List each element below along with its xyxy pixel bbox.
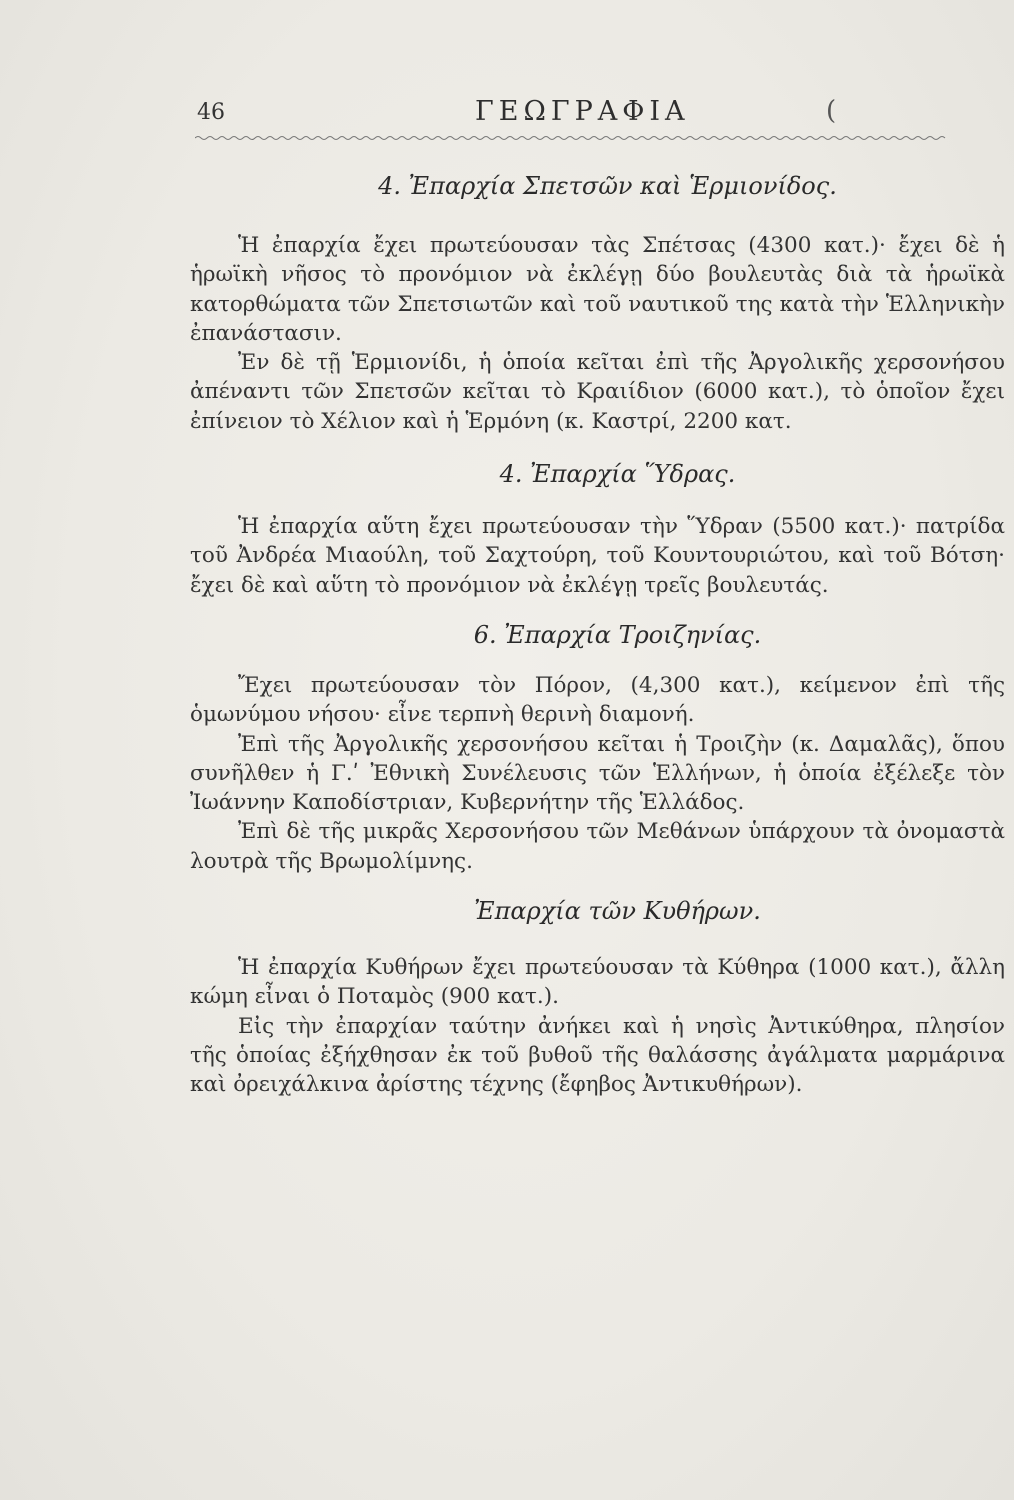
section-heading-hydra: 4. Ἐπαρχία Ὕδρας.: [499, 460, 736, 489]
paragraph: Ἔχει πρωτεύουσαν τὸν Πόρον, (4,300 κατ.), κείμενον ἐπὶ τῆς ὁμωνύμου νήσου· εἶνε τερπνὴ θερινὴ διαμονή.: [190, 672, 1005, 728]
paragraph: Ἡ ἐπαρχία αὕτη ἔχει πρωτεύουσαν τὴν Ὕδραν (5500 κατ.)· πατρίδα τοῦ Ἀνδρέα Μιαούλη, τοῦ Σαχτούρη, τοῦ Κουντουριώτου, καὶ τοῦ Βότση· ἔχει δὲ καὶ αὕτη τὸ προνόμιον νὰ ἐκλέγῃ τρεῖς βουλευτάς.: [190, 514, 1005, 598]
paragraph: Ἡ ἐπαρχία Κυθήρων ἔχει πρωτεύουσαν τὰ Κύθηρα (1000 κατ.), ἄλλη κώμη εἶναι ὁ Ποταμὸς (900 κατ.).: [190, 955, 1005, 1010]
running-title: ΓΕΩΓΡΑΦΙΑ: [475, 96, 690, 127]
paragraph: Ἐπὶ τῆς Ἀργολικῆς χερσονήσου κεῖται ἡ Τροιζὴν (κ. Δαμαλᾶς), ὅπου συνῆλθεν ἡ Γ.ʹ Ἐθνικὴ Συνέλευσις τῶν Ἑλλήνων, ἡ ὁποία ἐξέλεξε τὸν Ἰωάννην Καποδίστριαν, Κυβερνήτην τῆς Ἑλλάδος.: [190, 731, 1005, 816]
paragraph: Εἰς τὴν ἐπαρχίαν ταύτην ἀνήκει καὶ ἡ νησὶς Ἀντικύθηρα, πλησίον τῆς ὁποίας ἐξήχθησαν ἐκ τοῦ βυθοῦ τῆς θαλάσσης ἀγάλματα μαρμάρινα καὶ ὀρειχάλκινα ἀρίστης τέχνης (ἔφηβος Ἀντικυθήρων).: [190, 1013, 1005, 1098]
margin-mark: (: [826, 96, 837, 126]
section-heading-spetses: 4. Ἐπαρχία Σπετσῶν καὶ Ἑρμιονίδος.: [378, 172, 837, 200]
paragraph: Ἐν δὲ τῇ Ἑρμιονίδι, ἡ ὁποία κεῖται ἐπὶ τῆς Ἀργολικῆς χερσονήσου ἀπέναντι τῶν Σπετσῶν κεῖται τὸ Κραιίδιον (6000 κατ.), τὸ ὁποῖον ἔχει ἐπίνειον τὸ Χέλιον καὶ ἡ Ἑρμόνη (κ. Καστρί, 2200 κατ.: [190, 350, 1005, 434]
wavy-header-rule: [195, 134, 1000, 142]
paragraph: Ἡ ἐπαρχία ἔχει πρωτεύουσαν τὰς Σπέτσας (4300 κατ.)· ἔχει δὲ ἡ ἡρωϊκὴ νῆσος τὸ προνόμιον νὰ ἐκλέγῃ δύο βουλευτὰς διὰ τὰ ἡρωϊκὰ κατορθώματα τῶν Σπετσιωτῶν καὶ τοῦ ναυτικοῦ της κατὰ τὴν Ἑλληνικὴν ἐπανάστασιν.: [190, 233, 1005, 346]
running-head: [0, 96, 1014, 136]
page-number: 46: [197, 100, 225, 125]
paragraph: Ἐπὶ δὲ τῆς μικρᾶς Χερσονήσου τῶν Μεθάνων ὑπάρχουν τὰ ὀνομαστὰ λουτρὰ τῆς Βρωμολίμνης.: [190, 819, 1005, 874]
section-heading-troizinia: 6. Ἐπαρχία Τροιζηνίας.: [473, 620, 762, 649]
section-heading-kythera: Ἐπαρχία τῶν Κυθήρων.: [474, 897, 761, 926]
body-text: [190, 170, 1005, 1100]
